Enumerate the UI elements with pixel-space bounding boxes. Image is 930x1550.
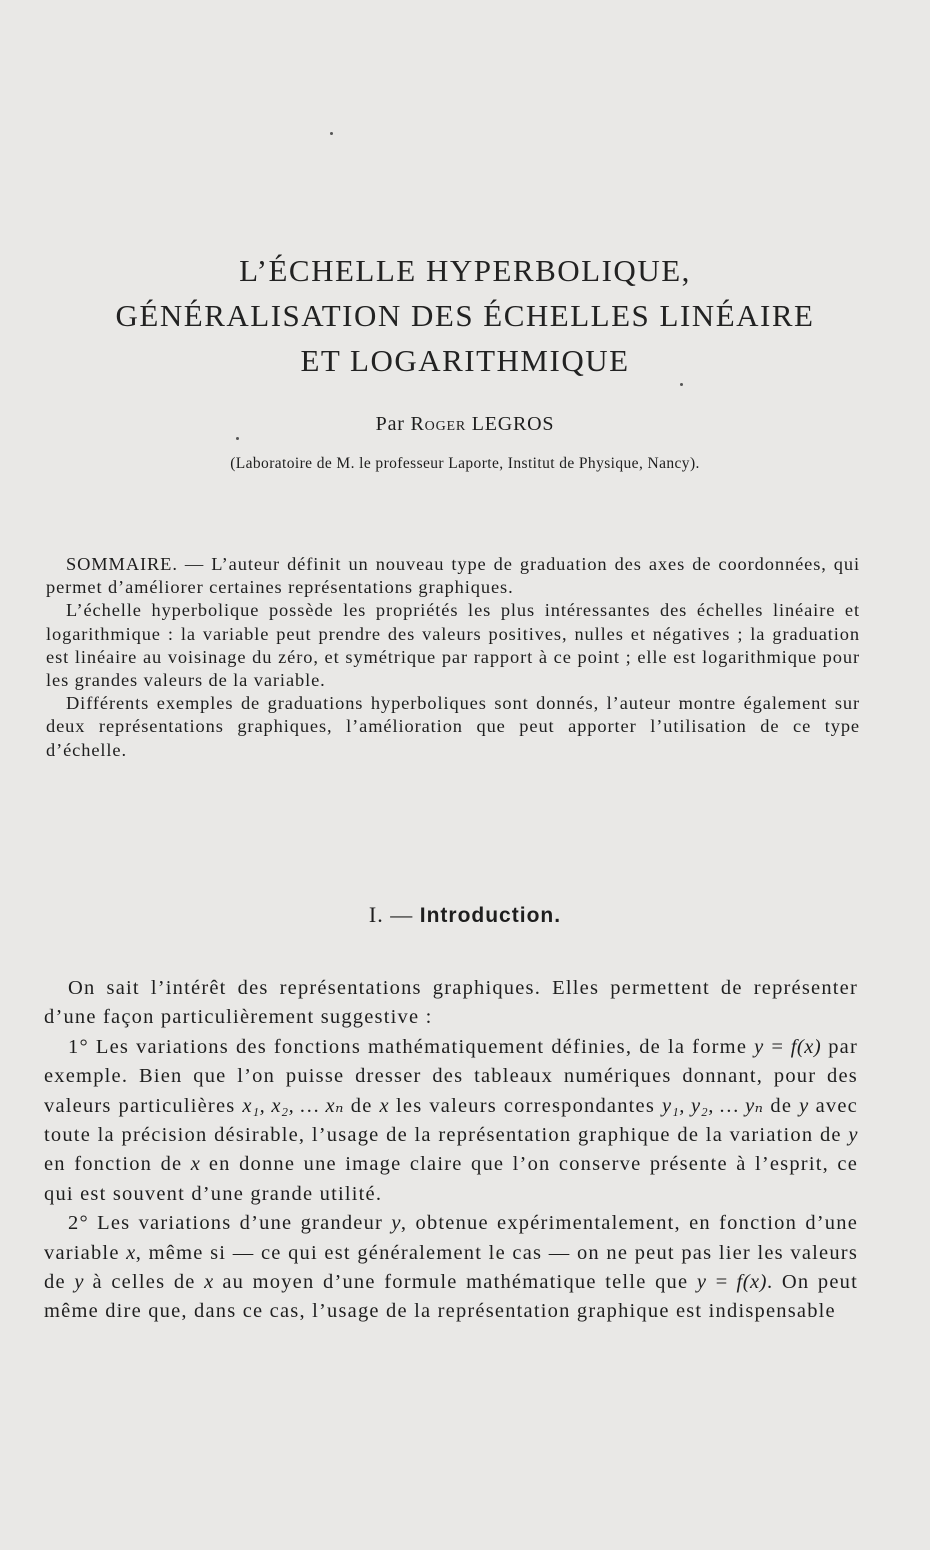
text-run: de — [763, 1094, 800, 1117]
body-paragraph-3 — [44, 1209, 858, 1327]
text-run: en fonction de — [44, 1153, 191, 1176]
formula: y — [799, 1094, 809, 1117]
abstract-paragraph-2: L’échelle hyperbolique possède les propriétés les plus intéressantes des échelles linéaire et logarithmique : la variable peut prendre des valeurs positives, nulles et négatives ; la graduation est linéaire au voisinage du zéro, et symétrique par rapport à ce point ; elle est logarithmique pour les grandes valeurs de la variable. — [46, 600, 860, 691]
author-byline — [0, 413, 930, 436]
text-run: 2° Les variations d’une grandeur — [68, 1212, 392, 1235]
formula: y₁, y₂, … yₙ — [661, 1094, 764, 1117]
formula: y — [74, 1271, 84, 1294]
formula: y — [848, 1124, 858, 1147]
section-heading — [0, 902, 930, 928]
body-paragraph-1: On sait l’intérêt des représentations graphiques. Elles permettent de représenter d’une façon particulièrement suggestive : — [44, 977, 858, 1029]
text-run: par exemple. Bien que l’on puisse dresser des tableaux numériques donnant, pour des valeurs particulières — [44, 1035, 858, 1117]
formula: y = f(x) — [696, 1271, 767, 1294]
print-speck — [330, 132, 333, 135]
title-line-1: L’ÉCHELLE HYPERBOLIQUE, — [239, 253, 691, 288]
title-line-3: ET LOGARITHMIQUE — [300, 343, 630, 378]
title-line-2: GÉNÉRALISATION DES ÉCHELLES LINÉAIRE — [115, 298, 815, 333]
formula: x₁, x₂, … xₙ — [242, 1094, 344, 1117]
section-number: I. — — [368, 902, 420, 927]
article-title — [40, 248, 890, 383]
text-run: , même si — ce qui est généralement le cas — on ne peut pas lier les valeurs de — [44, 1241, 858, 1294]
print-speck — [236, 437, 239, 440]
body-text — [44, 974, 858, 1327]
formula: x — [379, 1094, 390, 1117]
author-surname: LEGROS — [465, 413, 555, 435]
body-paragraph-2 — [44, 1033, 858, 1209]
text-run: 1° Les variations des fonctions mathématiquement définies, de la forme — [68, 1035, 755, 1058]
formula: x — [126, 1241, 136, 1264]
author-first-name: Roger — [410, 413, 466, 435]
abstract-paragraph-1: SOMMAIRE. — L’auteur définit un nouveau type de graduation des axes de coordonnées, qui permet d’améliorer certaines représentations graphiques. — [46, 554, 860, 598]
formula: y = f(x) — [754, 1035, 822, 1058]
text-run: de — [343, 1094, 380, 1117]
text-run: . On peut même dire que, dans ce cas, l’usage de la représentation graphique est indispensable — [44, 1271, 858, 1323]
formula: y — [391, 1212, 401, 1235]
print-speck — [680, 383, 683, 386]
text-run: au moyen d’une formule mathématique telle que — [213, 1271, 697, 1294]
author-affiliation: (Laboratoire de M. le professeur Laporte, Institut de Physique, Nancy). — [230, 455, 700, 472]
text-run: les valeurs correspondantes — [389, 1094, 662, 1117]
abstract-paragraph-3: Différents exemples de graduations hyperboliques sont donnés, l’auteur montre également sur deux représentations graphiques, l’amélioration que peut apporter l’utilisation de ce type d’échelle. — [46, 693, 860, 760]
abstract — [46, 553, 860, 762]
formula: x — [190, 1153, 201, 1176]
text-run: à celles de — [83, 1271, 205, 1294]
text-run: en donne une image claire que l’on conserve présente à l’esprit, ce qui est souvent d’une grande utilité. — [44, 1153, 859, 1205]
text-run: , obtenue expérimentalement, en fonction d’une variable — [44, 1212, 858, 1264]
text-run: avec toute la précision désirable, l’usage de la représentation graphique de la variation de — [44, 1094, 858, 1147]
formula: x — [204, 1271, 214, 1294]
byline-prefix: Par — [375, 413, 411, 435]
section-name: Introduction. — [419, 904, 562, 927]
